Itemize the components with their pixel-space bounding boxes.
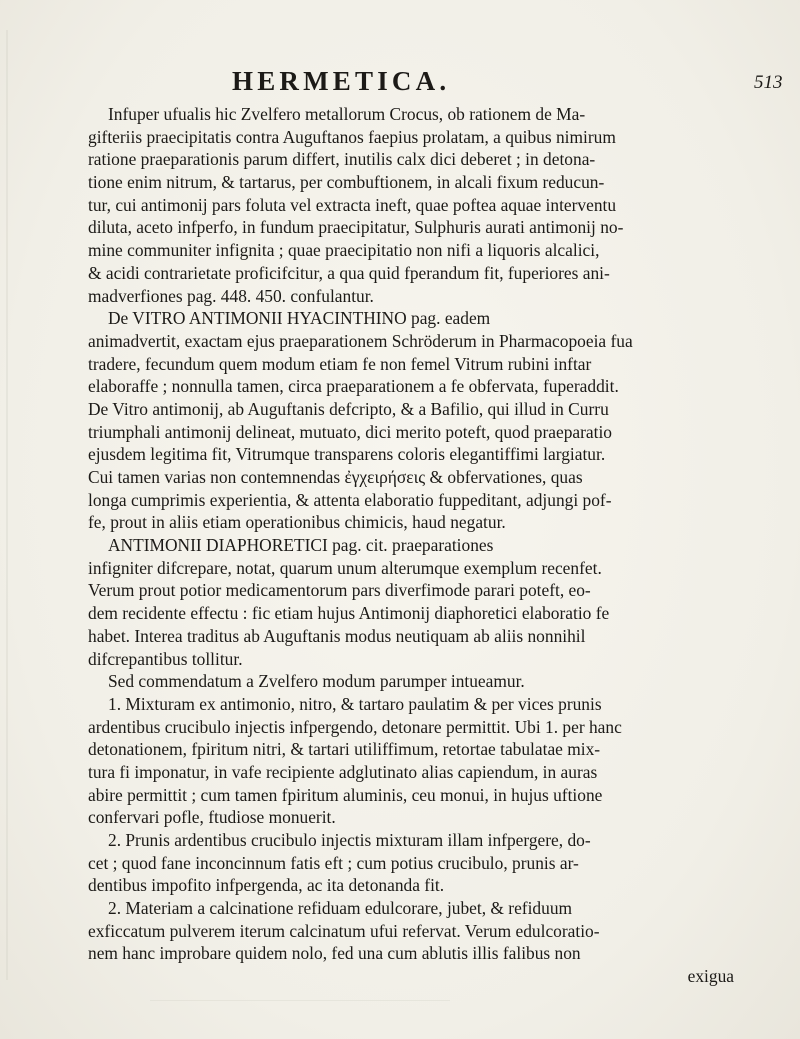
text-line: diluta, aceto infperfo, in fundum praecipitatur, Sulphuris aurati antimonij no-: [88, 217, 624, 238]
text-line: abire permittit ; cum tamen fpiritum aluminis, ceu monui, in hujus uftione: [88, 784, 603, 805]
text-line: infigniter difcrepare, notat, quarum unum alterumque exemplum recenfet.: [88, 557, 602, 578]
text-line: difcrepantibus tollitur.: [88, 648, 243, 669]
text-line: ratione praeparationis parum differt, inutilis calx dici deberet ; in detona-: [88, 149, 596, 170]
paper-crease: [150, 1000, 450, 1001]
text-line: Infuper ufualis hic Zvelfero metallorum Crocus, ob rationem de Ma-: [108, 104, 586, 124]
section-heading-line: ANTIMONII DIAPHORETICI pag. cit. praeparationes: [108, 535, 494, 556]
text-line: De Vitro antimonij, ab Auguftanis defcripto, & a Bafilio, qui illud in Curru: [88, 398, 609, 419]
page-header: [0, 66, 800, 100]
text-line: Cui tamen varias non contemnendas ἐγχειρήσεις & obfervationes, quas: [88, 467, 583, 487]
text-line: madverfiones pag. 448. 450. confulantur.: [88, 285, 374, 306]
section-heading-line: De VITRO ANTIMONII HYACINTHINO pag. eadem: [108, 308, 491, 329]
body-text: [88, 103, 734, 988]
text-line: dentibus impofito infpergenda, ac ita detonanda fit.: [88, 875, 445, 896]
text-line: tradere, fecundum quem modum etiam fe non femel Vitrum rubini inftar: [88, 353, 592, 374]
text-line: confervari pofle, ftudiose monuerit.: [88, 807, 336, 828]
text-line: fe, prout in aliis etiam operationibus chimicis, haud negatur.: [88, 512, 506, 533]
text-line: ardentibus crucibulo injectis infpergendo, detonare permittit. Ubi 1. per hanc: [88, 716, 622, 737]
text-line: gifteriis praecipitatis contra Auguftanos faepius prolatam, a quibus nimirum: [88, 126, 616, 147]
text-line: Sed commendatum a Zvelfero modum parumper intueamur.: [108, 671, 525, 692]
text-line: animadvertit, exactam ejus praeparationem Schröderum in Pharmacopoeia fua: [88, 330, 633, 351]
text-line: mine communiter infignita ; quae praecipitatio non nifi a liquoris alcalici,: [88, 240, 600, 261]
text-line: elaboraffe ; nonnulla tamen, circa praeparationem a fe obfervata, fuperaddit.: [88, 376, 619, 397]
text-line: exficcatum pulverem iterum calcinatum ufui refervat. Verum edulcoratio-: [88, 920, 600, 941]
text-line: & acidi contrarietate proficifcitur, a qua quid fperandum fit, fuperiores ani-: [88, 262, 610, 283]
text-line: tione enim nitrum, & tartarus, per combuftionem, in alcali fixum reducun-: [88, 172, 605, 193]
text-line: tur, cui antimonij pars foluta vel extracta ineft, quae poftea aquae interventu: [88, 194, 617, 215]
text-line: habet. Interea traditus ab Auguftanis modus neutiquam ab aliis nonnihil: [88, 625, 586, 646]
fold-shadow: [6, 30, 8, 980]
text-line: dem recidente effectu : fic etiam hujus Antimonij diaphoretici elaboratio fe: [88, 603, 610, 624]
list-item-line: 2. Materiam a calcinatione refiduam edulcorare, jubet, & refiduum: [108, 898, 573, 919]
catchword: exigua: [687, 966, 734, 987]
list-item-line: 2. Prunis ardentibus crucibulo injectis mixturam illam infpergere, do-: [108, 830, 591, 850]
text-line: longa cumprimis experientia, & attenta elaboratio fuppeditant, adjungi pof-: [88, 489, 612, 510]
text-line: cet ; quod fane inconcinnum fatis eft ; cum potius crucibulo, prunis ar-: [88, 852, 579, 873]
page-number: 513: [754, 72, 783, 93]
text-line: nem hanc improbare quidem nolo, fed una cum ablutis illis falibus non: [88, 943, 581, 964]
text-line: triumphali antimonij delineat, mutuato, dici merito poteft, quod praeparatio: [88, 421, 612, 442]
running-head: HERMETICA.: [232, 66, 451, 96]
text-line: detonationem, fpiritum nitri, & tartari utiliffimum, retortae tabulatae mix-: [88, 739, 601, 760]
text-line: Verum prout potior medicamentorum pars diverfimode parari poteft, eo-: [88, 580, 591, 601]
text-line: ejusdem legitima fit, Vitrumque transparens coloris elegantiffimi largiatur.: [88, 444, 606, 465]
list-item-line: 1. Mixturam ex antimonio, nitro, & tartaro paulatim & per vices prunis: [108, 693, 602, 714]
text-line: tura fi imponatur, in vafe recipiente adglutinato alias capiendum, in auras: [88, 761, 598, 782]
